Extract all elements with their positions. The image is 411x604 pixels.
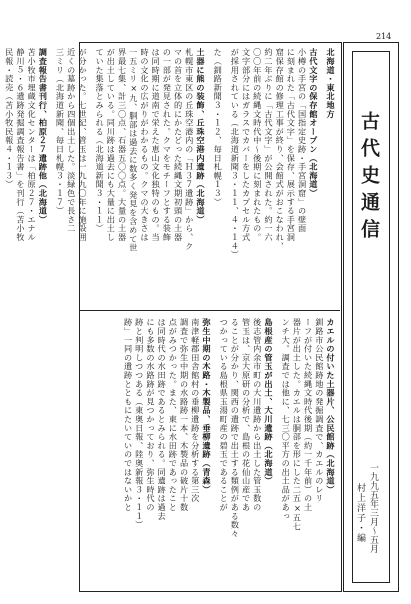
column-author: 村上洋子・編 <box>355 483 365 543</box>
text-line: ンチ大。調査では他に、七三〇平方の出土品があっ <box>281 318 292 521</box>
text-line: 近くの墓跡から四個出土した。淡緑色で長さ二 <box>66 48 77 233</box>
tier-divider <box>80 310 340 311</box>
article-heading: 調査報告書刊行、柏原２７遺跡他（北海道） <box>38 48 49 224</box>
text-line: は同時期に道南で栄えた恵山文化独特のもの。当 <box>151 48 162 242</box>
text-line: つかっている島根県玉湯町産の碧玉であることが <box>219 318 230 512</box>
lower-tier-text <box>86 318 336 586</box>
article-heading: 古代文字の保存館オープン（北海道） <box>308 48 319 198</box>
text-line: 苫小牧市埋蔵文化センターは「柏原２７・エナル <box>27 48 38 242</box>
text-line: 跡と判明しつつある（東奥日報、陸奥新報３・１１） <box>134 318 145 530</box>
text-line: 管玉は、京大原研の分析で、島根の花仙山産であ <box>241 318 252 512</box>
upper-tier-text <box>4 48 336 306</box>
text-line: 南津軽郡田舎館村の垂柳遺跡を分析する第三次 <box>190 318 201 503</box>
text-line: 器片が出土した。カエルは胴部を形にした二五×五七 <box>292 318 303 531</box>
text-line: ーフが付いた続縄文時代後期（約一千年前）の土 <box>303 318 314 512</box>
column-dates: 一九九五年三月〜五月 <box>368 463 378 553</box>
text-line: は同時代の水田跡であるとみられる。同遺跡は過去 <box>157 318 168 521</box>
text-line: 一五ミリ×九、胴部は過去に数多く発見を含めて世 <box>128 48 139 253</box>
article-heading: 島根産の管玉が出土、大川遺跡（北海道） <box>263 318 274 486</box>
text-line: 界最七集、計三〇点、石器五〇〇点。大量の土器 <box>117 48 128 242</box>
text-line: 静川５・６遺跡発掘調査報告書」を刊行（苫小牧 <box>15 48 26 242</box>
text-line: が分かった。七世紀、管玉は一九九〇年に施設囲 <box>77 48 88 242</box>
text-line: 民報・読売（苫小牧民報４・１３） <box>4 48 15 189</box>
text-line: が採用されている（北海道新聞３・１１、４・１４） <box>230 48 241 260</box>
text-line: 窟保存館の修理工事が終り、会館式がおこなわれ、 <box>275 48 286 251</box>
text-line: 文字部分にはガラスでカバーをしたカプセル方式 <box>241 48 252 242</box>
text-line: にも多数の水路跡が見つかっており、弥生時代の <box>145 318 156 512</box>
text-line: 調査で弥生中期の水路跡一本、木製品の破片十数 <box>179 318 190 512</box>
page-number: 214 <box>376 32 392 41</box>
article-heading: 北海道・東北地方 <box>326 48 336 119</box>
text-line: 点がみつかった。また、東に水田跡であったこと <box>168 318 179 512</box>
text-line: の一部が発見された。クマをモチーフとする装飾 <box>162 48 173 242</box>
article-heading: 土器に熊の装飾、丘珠空港内遺跡（北海道） <box>195 48 206 224</box>
text-line: 三ミリ（北海道新聞、毎日札幌３・１７） <box>55 48 66 216</box>
text-line: 跡」一同の遺跡とともにたいていのではないかと <box>123 318 134 512</box>
article-heading: 弥生中期の木路・木製品、垂柳遺跡（青森） <box>201 318 212 494</box>
text-line: 約二年ぶりに「古代文字」が公開された。約一六 <box>263 48 274 242</box>
paragraph-gap <box>319 48 325 306</box>
text-line: マの首を立体的にかたどった続縄文期初頭の土器 <box>173 48 184 242</box>
text-line: 札幌市東区の丘珠空港内の「Ｈ３７遺跡」から、ク <box>184 48 195 251</box>
text-line: ることが分かり、関西の遺跡で出土する類例がある数々 <box>230 318 241 538</box>
text-line: 小樽の手宮の「国指定史跡・手宮洞窟」の壁面 <box>297 48 308 233</box>
text-line: に刻まれた「古代文字」を保存、展示する手宮洞 <box>286 48 297 242</box>
text-line: 後志管内余市町の大川遺跡から出土した管玉数の <box>252 318 263 512</box>
text-line: た（釧路新聞３・１２、毎日札幌１３） <box>213 48 224 207</box>
title-box <box>343 42 399 592</box>
text-line: が出土している。同川跡は過去にも大量に出土し <box>106 48 117 242</box>
text-line: 釧路市公民館跡地の発掘調査で、カエルのレリ <box>314 318 325 503</box>
article-heading: カエルの付いた土器片、公民館跡（北海道） <box>326 318 336 494</box>
text-line: ていた集落とみられる（北海道新聞３・１１） <box>95 48 106 233</box>
text-line: 時の文化の広がりがわかるもの。クマの大きさは <box>139 48 150 242</box>
text-line: 〇〇年前の続縄文時代中〜後期に刻まれたもの。 <box>252 48 263 242</box>
column-title: 古代史通信 <box>358 111 380 246</box>
